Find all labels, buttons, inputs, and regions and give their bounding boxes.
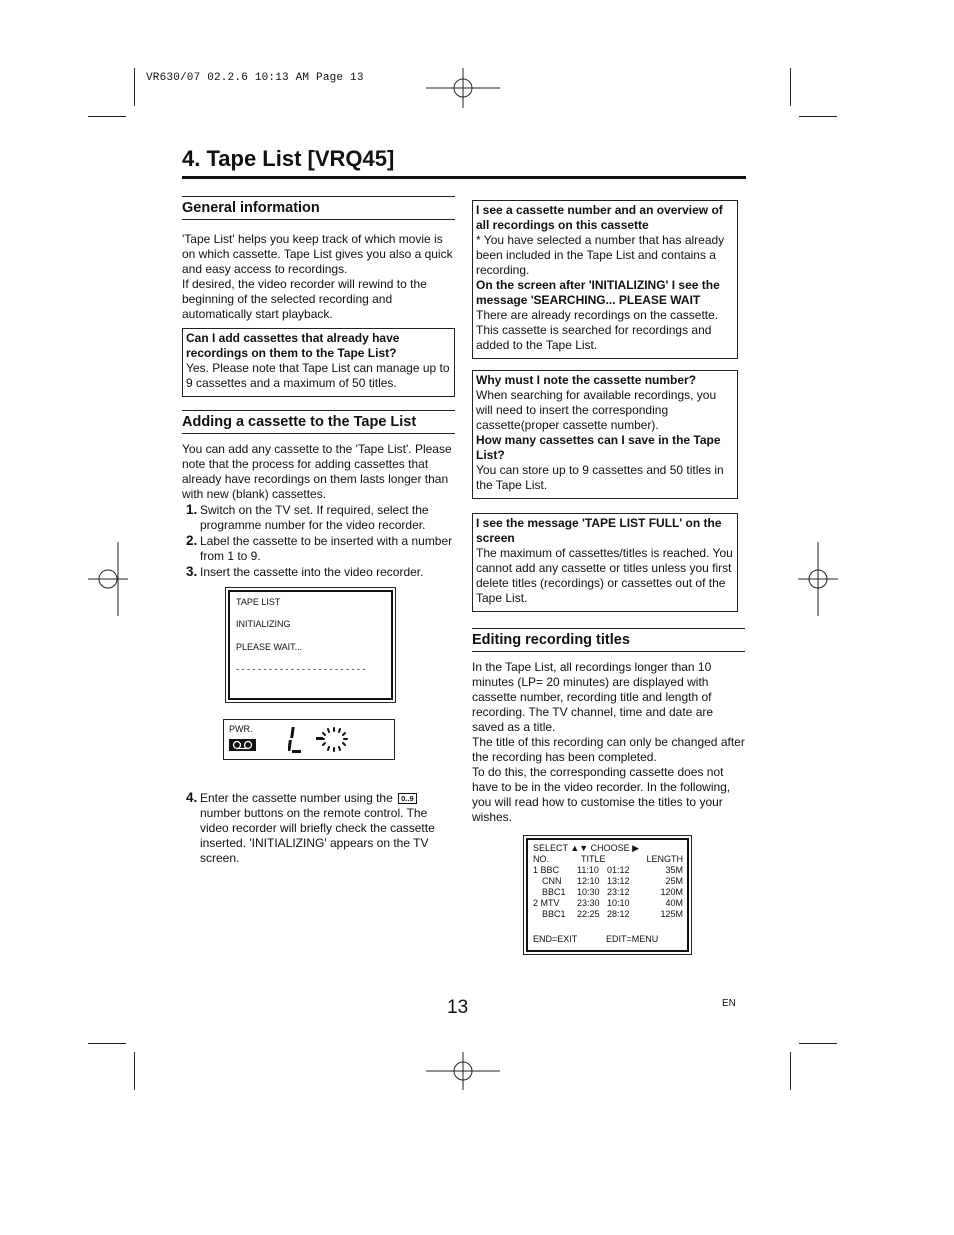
screen-line-1: TAPE LIST bbox=[236, 597, 281, 607]
screen-select-line: SELECT ▲▼ CHOOSE ▶ bbox=[533, 843, 640, 853]
cell-date: 13:12 bbox=[607, 876, 630, 886]
step-4 bbox=[182, 791, 455, 866]
screen-progress-line: - - - - - - - - - - - - - - - - - - - - - - - - bbox=[236, 664, 366, 674]
step-number: 2. bbox=[186, 533, 198, 548]
cell-length: 125M bbox=[660, 909, 683, 919]
general-paragraph-2: If desired, the video recorder will rewind to the beginning of the selected recording and automatically start playback. bbox=[182, 277, 427, 321]
faq-box-cassette-number bbox=[472, 370, 738, 499]
editing-paragraph-1: In the Tape List, all recordings longer than 10 minutes (LP= 20 minutes) are displayed with cassette number, recording title and length of recording. The TV channel, time and date are saved as a title. bbox=[472, 660, 714, 734]
step-4-part-a: Enter the cassette number using the bbox=[200, 791, 393, 805]
header-no: NO. bbox=[533, 854, 550, 864]
step-4-part-b: number buttons on the remote control. bbox=[200, 806, 404, 820]
cell-length: 35M bbox=[665, 865, 683, 875]
faq-question: Can I add cassettes that already have recordings on them to the Tape List? bbox=[186, 331, 400, 360]
pwr-label: PWR. bbox=[229, 724, 253, 734]
general-info-heading: General information bbox=[182, 196, 455, 220]
editing-section bbox=[472, 628, 745, 825]
faq-answer: The maximum of cassettes/titles is reached. You cannot add any cassette or titles unless you first delete titles (recordings) or cassettes out of the Tape List. bbox=[476, 546, 733, 605]
table-header bbox=[533, 854, 683, 865]
print-slug: VR630/07 02.2.6 10:13 AM Page 13 bbox=[146, 72, 364, 84]
cell-time: 11:10 bbox=[577, 865, 599, 875]
editing-heading: Editing recording titles bbox=[472, 628, 745, 652]
adding-paragraph: You can add any cassette to the 'Tape List'. Please note that the process for adding cassettes that already have recordings on them lasts longer than with new (blank) cassettes. bbox=[182, 442, 452, 501]
page-number: 13 bbox=[447, 997, 469, 1018]
cell-date: 10:10 bbox=[607, 898, 630, 908]
faq-question: I see the message 'TAPE LIST FULL' on the screen bbox=[476, 516, 722, 545]
table-row bbox=[533, 876, 683, 887]
step-text: Switch on the TV set. If required, select the programme number for the video recorder. bbox=[200, 503, 429, 532]
table-row bbox=[533, 898, 683, 909]
step-3 bbox=[182, 565, 455, 580]
segment-display-icon bbox=[288, 725, 354, 755]
cell-length: 120M bbox=[660, 887, 683, 897]
screen-end-exit: END=EXIT bbox=[533, 934, 578, 944]
faq-question: Why must I note the cassette number? bbox=[476, 373, 697, 387]
editing-paragraph-3: To do this, the corresponding cassette does not have to be in the video recorder. In the following, you will read how to customise the titles to your wishes. bbox=[472, 765, 731, 824]
step-number: 3. bbox=[186, 564, 198, 579]
faq-add-existing-box bbox=[182, 328, 455, 397]
step-4-text bbox=[182, 791, 455, 866]
vcr-display bbox=[223, 719, 395, 760]
cell-time: 12:10 bbox=[577, 876, 600, 886]
cell-channel: CNN bbox=[542, 876, 562, 886]
screen-line-2: INITIALIZING bbox=[236, 619, 291, 629]
header-length: LENGTH bbox=[646, 854, 683, 864]
cassette-icon bbox=[229, 739, 256, 751]
number-key-icon: 0..9 bbox=[398, 793, 417, 804]
cell-length: 25M bbox=[665, 876, 683, 886]
cell-time: 22:25 bbox=[577, 909, 600, 919]
faq-answer: When searching for available recordings, you will need to insert the corresponding cassette(proper cassette number). bbox=[476, 388, 717, 432]
right-column bbox=[472, 200, 738, 612]
page-title: 4. Tape List [VRQ45] bbox=[182, 146, 395, 171]
faq-question: How many cassettes can I save in the Tape List? bbox=[476, 433, 721, 462]
cell-time: 23:30 bbox=[577, 898, 600, 908]
step-number: 4. bbox=[186, 790, 198, 805]
screen-line-3: PLEASE WAIT... bbox=[236, 642, 303, 652]
adding-heading: Adding a cassette to the Tape List bbox=[182, 410, 455, 434]
cell-channel: BBC1 bbox=[542, 909, 566, 919]
tape-list-table bbox=[533, 854, 683, 920]
general-paragraph-1: 'Tape List' helps you keep track of which movie is on which cassette. Tape List gives you also a quick and easy access to recordings. bbox=[182, 232, 453, 276]
left-column bbox=[182, 196, 455, 397]
cell-channel: MTV bbox=[540, 898, 560, 908]
cell-date: 28:12 bbox=[607, 909, 630, 919]
step-1 bbox=[182, 503, 455, 533]
cell-date: 01:12 bbox=[607, 865, 630, 875]
cell-channel: BBC bbox=[540, 865, 560, 875]
header-title: TITLE bbox=[581, 854, 606, 864]
step-4-part-c: The video recorder will briefly check the cassette inserted. 'INITIALIZING' appears on the TV screen. bbox=[200, 806, 435, 865]
screen-edit-menu: EDIT=MENU bbox=[606, 934, 659, 944]
step-text: Insert the cassette into the video recorder. bbox=[200, 565, 424, 579]
faq-answer: There are already recordings on the cassette. This cassette is searched for recordings and added to the Tape List. bbox=[476, 308, 719, 352]
faq-answer: * You have selected a number that has already been included in the Tape List and contains a recording. bbox=[476, 233, 725, 277]
tv-screen-tape-list bbox=[523, 835, 692, 955]
faq-question: I see a cassette number and an overview of all recordings on this cassette bbox=[476, 203, 723, 232]
title-rule bbox=[182, 176, 746, 179]
tv-screen-initializing bbox=[225, 587, 396, 703]
table-row bbox=[533, 887, 683, 898]
step-number: 1. bbox=[186, 502, 198, 517]
cell-no: 1 bbox=[533, 865, 539, 875]
step-text: Label the cassette to be inserted with a number from 1 to 9. bbox=[200, 534, 453, 563]
table-row bbox=[533, 865, 683, 876]
faq-answer: You can store up to 9 cassettes and 50 titles in the Tape List. bbox=[476, 463, 724, 492]
faq-answer: Yes. Please note that Tape List can manage up to 9 cassettes and a maximum of 50 titles. bbox=[186, 361, 450, 390]
faq-box-tape-list-full bbox=[472, 513, 738, 612]
cell-length: 40M bbox=[665, 898, 683, 908]
language-code: EN bbox=[722, 998, 736, 1009]
cell-no: 2 bbox=[533, 898, 539, 908]
cell-date: 23:12 bbox=[607, 887, 630, 897]
step-2 bbox=[182, 534, 455, 564]
editing-paragraph-2: The title of this recording can only be changed after the recording has been completed. bbox=[472, 735, 745, 764]
adding-section bbox=[182, 410, 455, 580]
faq-box-overview bbox=[472, 200, 738, 359]
table-row bbox=[533, 909, 683, 920]
cell-time: 10:30 bbox=[577, 887, 600, 897]
faq-question: On the screen after 'INITIALIZING' I see the message 'SEARCHING... PLEASE WAIT bbox=[476, 278, 720, 307]
cell-channel: BBC1 bbox=[542, 887, 566, 897]
